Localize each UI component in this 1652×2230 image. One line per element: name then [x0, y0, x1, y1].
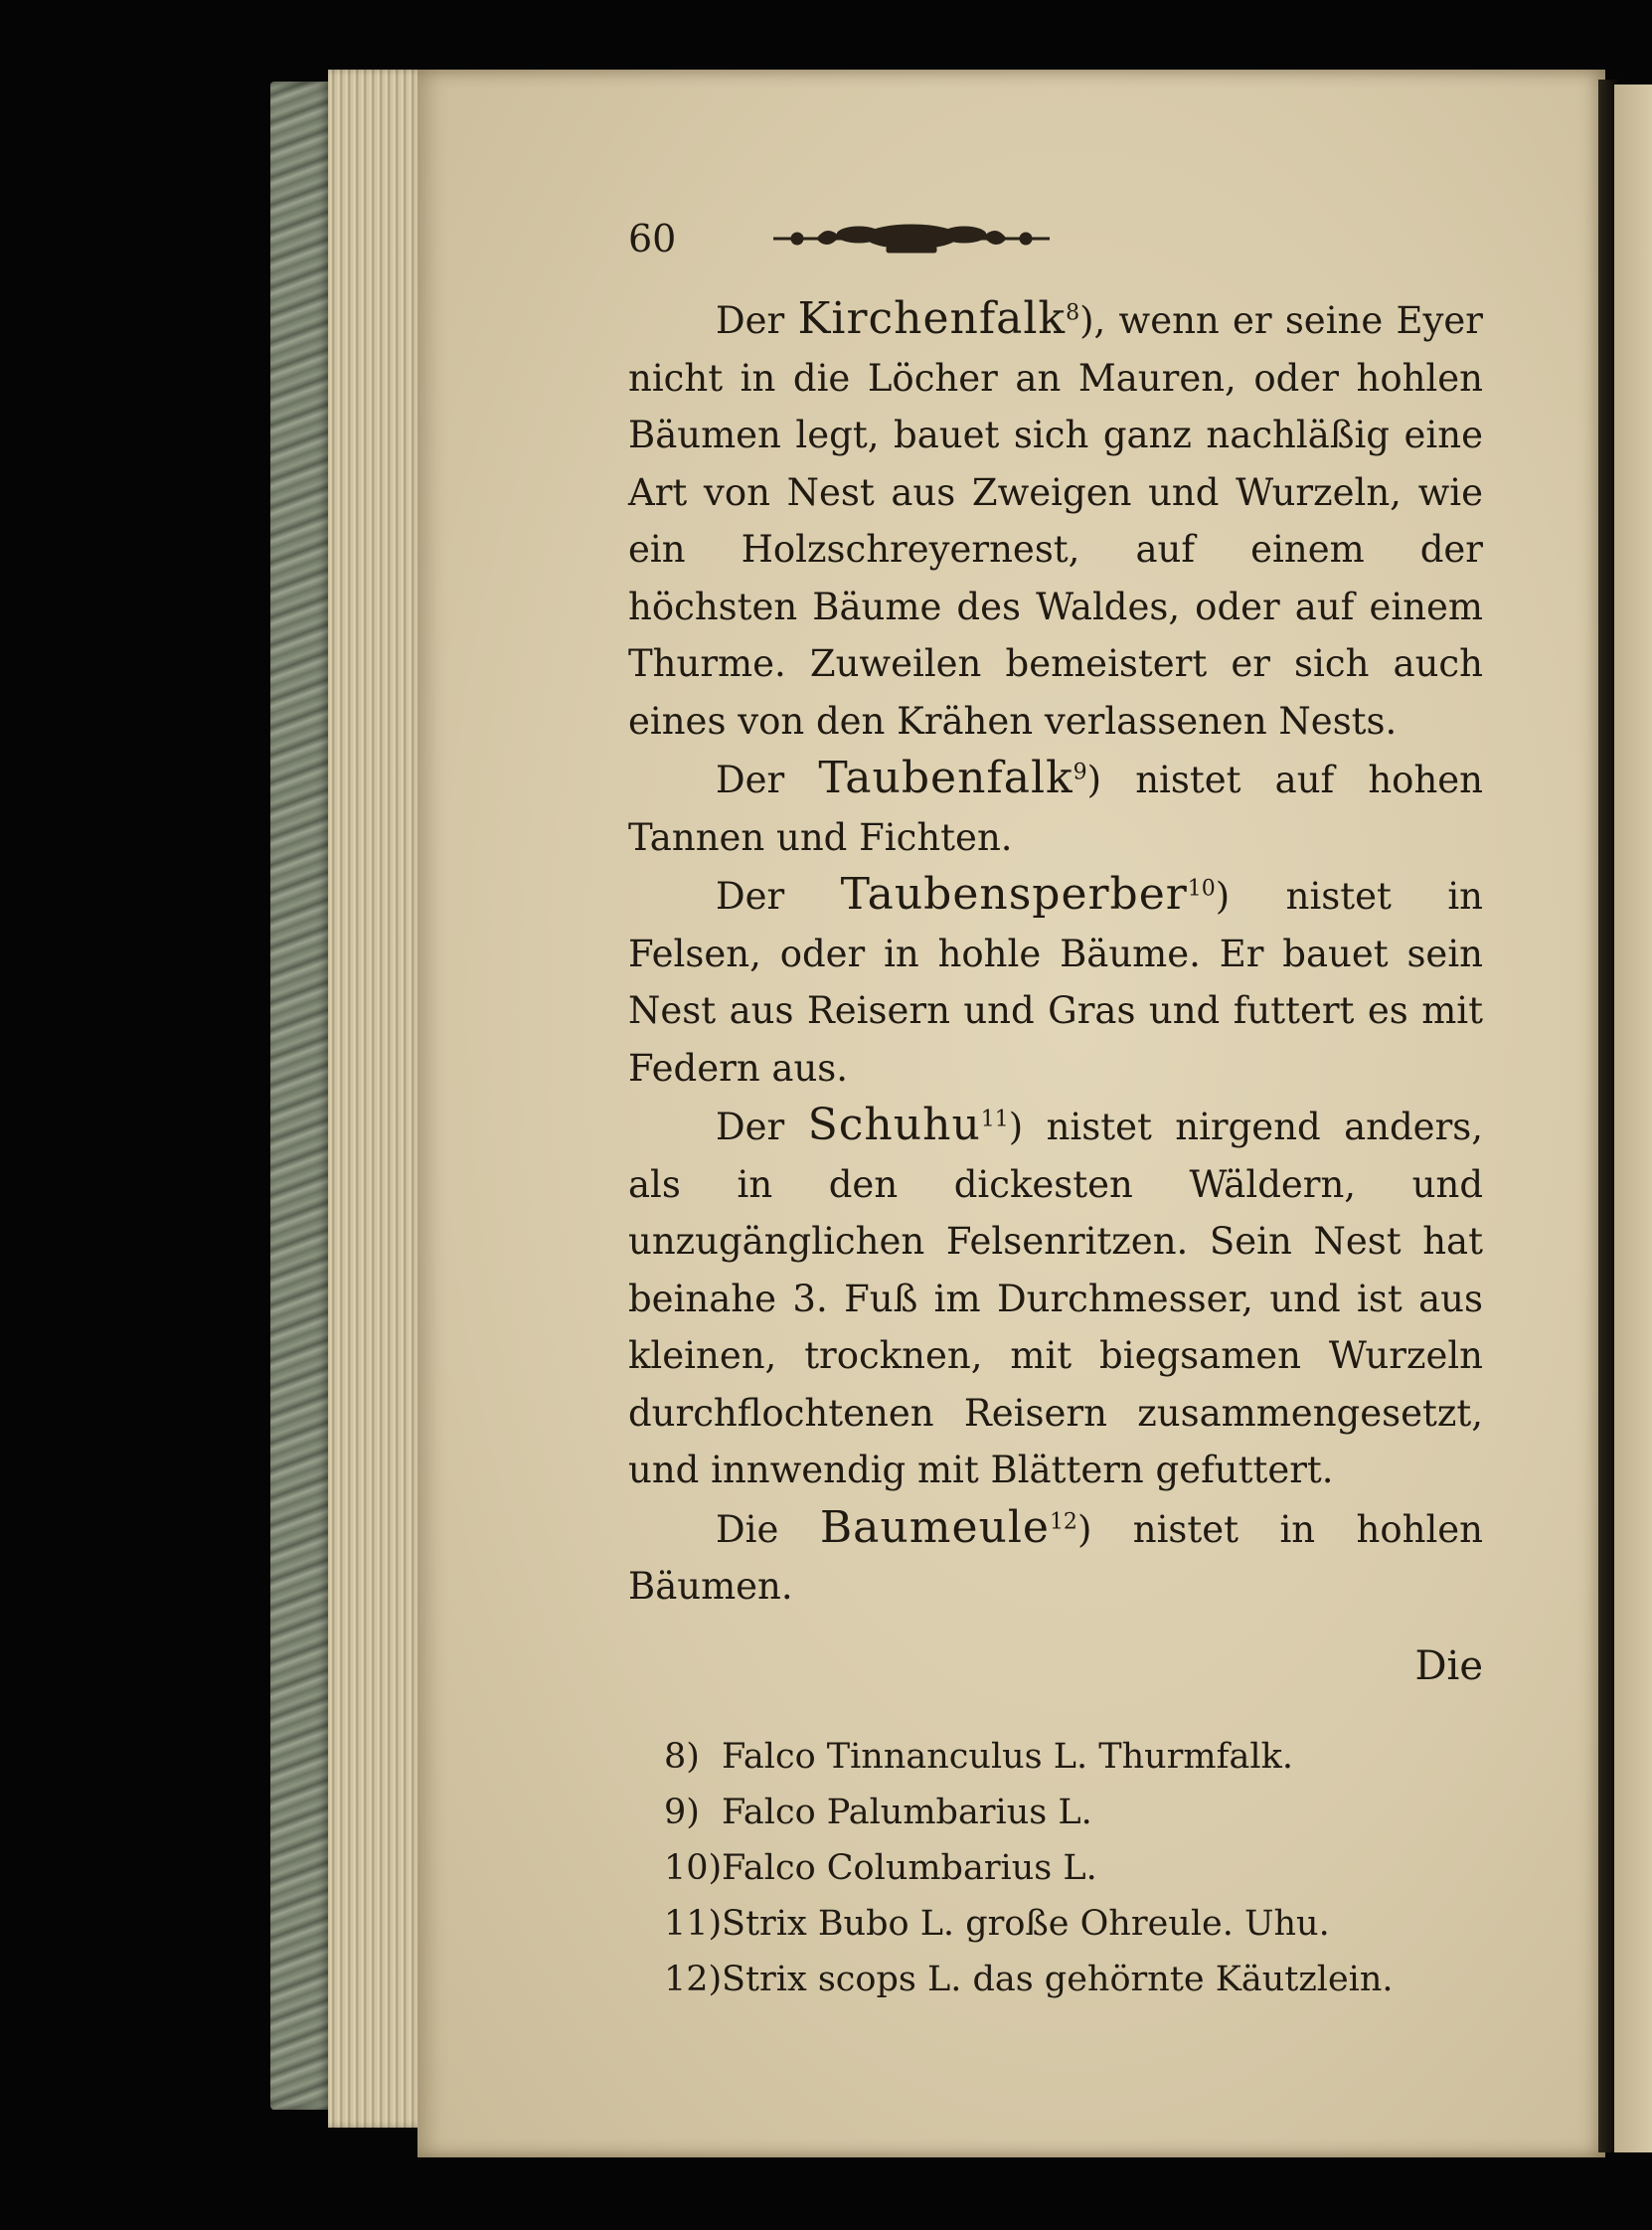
- paragraph-text: ) nistet in Felsen, oder in hohle Bäume. Er bauet sein Nest aus Reisern und Gras und futtert es mit Federn aus.: [628, 875, 1483, 1090]
- footnote-text: Strix Bubo L. große Ohreule. Uhu.: [722, 1903, 1330, 1944]
- page-header: [628, 209, 1483, 268]
- paragraph-lead: Der: [716, 1106, 785, 1148]
- paragraph: [628, 1499, 1483, 1616]
- footnote-number: 10): [664, 1847, 723, 1888]
- paragraph-text: ) nistet auf hohen Tannen und Fichten.: [628, 759, 1483, 859]
- footnote-ref: 11: [980, 1107, 1009, 1132]
- footnote-text: Strix scops L. das gehörnte Käutzlein.: [722, 1959, 1394, 1999]
- footnote-number: 8): [664, 1736, 700, 1777]
- book-cover-edge: [270, 82, 332, 2110]
- footnote-text: Falco Columbarius L.: [722, 1847, 1097, 1888]
- footnote-number: 11): [664, 1903, 723, 1944]
- paragraph: [628, 750, 1483, 866]
- catchword: Die: [1414, 1642, 1483, 1689]
- species-name: Kirchenfalk: [797, 293, 1067, 344]
- species-name: Baumeule: [819, 1501, 1050, 1553]
- next-page-edge: [1614, 85, 1652, 2152]
- footnotes: [628, 1729, 1483, 2007]
- footnote-ref: 10: [1187, 876, 1216, 902]
- footnote-number: 12): [664, 1959, 723, 1999]
- ornament-icon: [767, 217, 1056, 260]
- footnote: [664, 1729, 1483, 1785]
- paragraph: [628, 290, 1483, 750]
- footnote: [664, 1896, 1483, 1952]
- footnote: [664, 1785, 1483, 1840]
- footnote-ref: 12: [1049, 1509, 1077, 1535]
- footnote: [664, 1952, 1483, 2007]
- paragraph: [628, 1097, 1483, 1499]
- paragraph-lead: Der: [716, 299, 785, 342]
- paragraph-lead: Der: [716, 875, 785, 918]
- species-name: Taubensperber: [840, 869, 1188, 920]
- species-name: Taubenfalk: [818, 753, 1074, 803]
- footnote-ref: 9: [1073, 760, 1087, 785]
- page-stack-edge: [328, 70, 427, 2128]
- paragraph-lead: Der: [716, 759, 785, 801]
- species-name: Schuhu: [807, 1100, 981, 1150]
- footnote-text: Falco Palumbarius L.: [722, 1792, 1092, 1832]
- paragraph-text: ) nistet nirgend anders, als in den dickesten Wäldern, und unzugänglichen Felsenritzen. Sein Nest hat beinahe 3. Fuß im Durchmesser, und ist aus kleinen, trocknen, mit biegsamen Wurzeln durchflochtenen Reisern zusammengesetzt, und innwendig mit Blättern gefuttert.: [628, 1106, 1484, 1491]
- paragraph-lead: Die: [716, 1507, 779, 1551]
- page-number: 60: [628, 217, 677, 260]
- paragraph-text: ) nistet in hohlen Bäumen.: [628, 1507, 1483, 1608]
- paragraph: [628, 866, 1483, 1097]
- paragraph-text: ), wenn er seine Eyer nicht in die Löcher an Mauren, oder hohlen Bäumen legt, bauet sich ganz nachläßig eine Art von Nest aus Zweigen und Wurzeln, wie ein Holzschreyernest, auf einem der höchsten Bäume des Waldes, oder auf einem Thurme. Zuweilen bemeistert er sich auch eines von den Krähen verlassenen Nests.: [628, 299, 1483, 743]
- footnote-ref: 8: [1066, 300, 1080, 326]
- page-text-block: [628, 209, 1483, 2007]
- footnote: [664, 1840, 1483, 1896]
- footnote-number: 9): [664, 1792, 700, 1832]
- footnote-text: Falco Tinnanculus L. Thurmfalk.: [722, 1736, 1293, 1777]
- body-text: [628, 290, 1483, 1616]
